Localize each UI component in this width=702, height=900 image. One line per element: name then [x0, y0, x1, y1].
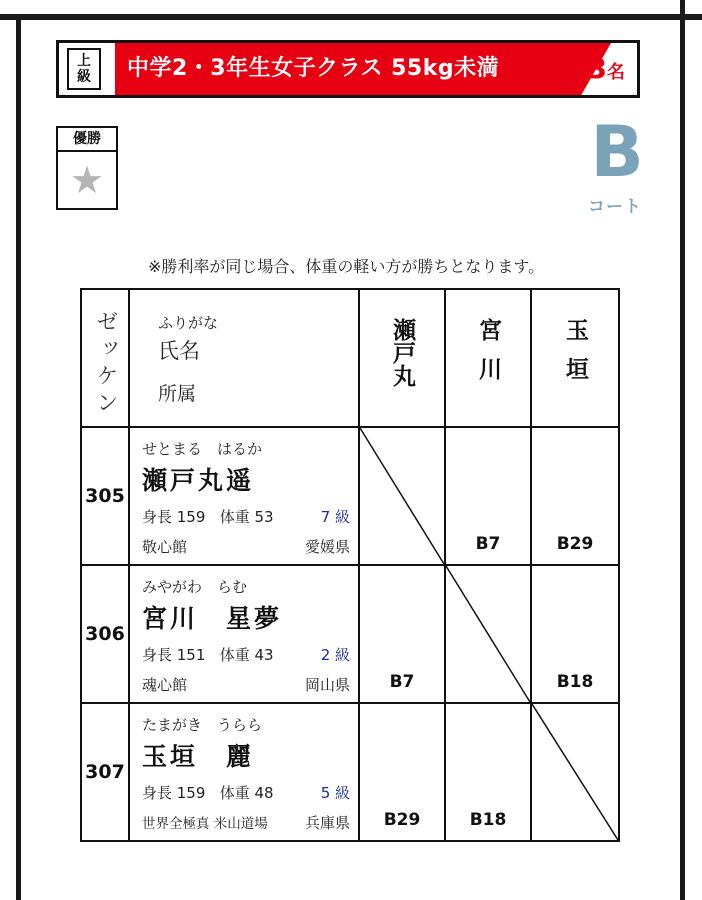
match-result-cell	[359, 565, 445, 703]
tiebreak-note: ※勝利率が同じ場合、体重の軽い方が勝ちとなります。	[148, 257, 545, 276]
match-result-cell	[445, 427, 531, 565]
court-label: コート	[588, 197, 642, 217]
page-frame-top	[0, 14, 702, 20]
zekken-cell	[81, 565, 129, 703]
zekken-cell	[81, 427, 129, 565]
header-name: 氏名	[158, 339, 200, 363]
player-affiliation	[142, 812, 350, 832]
match-result: B29	[383, 810, 421, 830]
header-affiliation: 所属	[158, 383, 197, 405]
table-row	[81, 427, 619, 565]
zekken-number: 307	[85, 761, 125, 783]
player-prefecture: 愛媛県	[304, 538, 350, 556]
round-robin-table	[80, 288, 620, 842]
player-height: 身長 151	[142, 646, 206, 664]
level-badge	[67, 48, 101, 90]
player-name: 瀬戸丸遥	[142, 466, 255, 495]
player-stats	[142, 782, 350, 803]
table-row	[81, 703, 619, 841]
participant-count	[588, 43, 625, 95]
opponent-header-3	[531, 289, 619, 427]
zekken-number: 305	[85, 485, 125, 507]
page-frame-right	[680, 0, 685, 900]
player-furigana: たまがき うらら	[142, 716, 263, 734]
opponent-header-1	[359, 289, 445, 427]
player-cell	[129, 565, 359, 703]
opponent-name-3: 玉垣	[562, 318, 588, 396]
star-icon: ★	[69, 158, 105, 202]
player-stats	[142, 644, 350, 665]
match-result: B29	[556, 534, 594, 554]
diagonal-slash	[360, 428, 444, 564]
header-info-cell	[129, 289, 359, 427]
diagonal-slash	[446, 566, 530, 702]
player-name: 玉垣 麗	[142, 742, 255, 771]
player-affiliation	[142, 674, 350, 695]
winner-box	[56, 126, 118, 210]
player-grade: 5 級	[320, 784, 350, 802]
player-affiliation	[142, 536, 350, 557]
player-stats	[142, 506, 350, 527]
self-match-cell	[359, 427, 445, 565]
player-cell	[129, 703, 359, 841]
court-letter: B	[590, 111, 644, 193]
player-dojo: 世界全極真 米山道場	[142, 816, 268, 832]
match-result-cell	[531, 427, 619, 565]
participant-count-unit: 名	[607, 62, 625, 83]
page-frame-left	[16, 14, 21, 900]
match-result-cell	[531, 565, 619, 703]
self-match-cell	[445, 565, 531, 703]
player-weight: 体重 43	[219, 646, 274, 664]
header-zekken-cell	[81, 289, 129, 427]
class-title: 中学2・3年生女子クラス 55kg未満	[127, 56, 500, 81]
header-zekken: ゼッケン	[93, 310, 118, 418]
player-dojo: 魂心館	[142, 676, 188, 694]
match-result-cell	[445, 703, 531, 841]
player-furigana: みやがわ らむ	[142, 578, 248, 596]
opponent-name-1: 瀬戸丸	[389, 318, 415, 387]
header-furigana: ふりがな	[158, 314, 219, 332]
player-prefecture: 岡山県	[304, 676, 350, 694]
match-result: B7	[475, 534, 501, 554]
match-result: B18	[469, 810, 507, 830]
winner-label: 優勝	[58, 128, 116, 152]
match-result: B18	[556, 672, 594, 692]
player-cell	[129, 427, 359, 565]
level-char-2: 級	[77, 69, 91, 85]
zekken-number: 306	[85, 623, 125, 645]
match-result-cell	[359, 703, 445, 841]
table-header-row	[81, 289, 619, 427]
player-name: 宮川 星夢	[142, 604, 283, 633]
diagonal-slash	[532, 704, 618, 840]
participant-count-number: 3	[587, 52, 607, 85]
opponent-name-2: 宮川	[475, 318, 501, 396]
self-match-cell	[531, 703, 619, 841]
player-dojo: 敬心館	[142, 538, 188, 556]
player-grade: 2 級	[320, 646, 350, 664]
match-result: B7	[389, 672, 415, 692]
player-height: 身長 159	[142, 508, 206, 526]
player-height: 身長 159	[142, 784, 206, 802]
player-weight: 体重 53	[219, 508, 274, 526]
zekken-cell	[81, 703, 129, 841]
table-row	[81, 565, 619, 703]
opponent-header-2	[445, 289, 531, 427]
player-weight: 体重 48	[219, 784, 274, 802]
player-prefecture: 兵庫県	[304, 814, 350, 832]
level-char-1: 上	[77, 53, 91, 69]
player-grade: 7 級	[320, 508, 350, 526]
class-banner	[56, 40, 640, 98]
player-furigana: せとまる はるか	[142, 440, 263, 458]
